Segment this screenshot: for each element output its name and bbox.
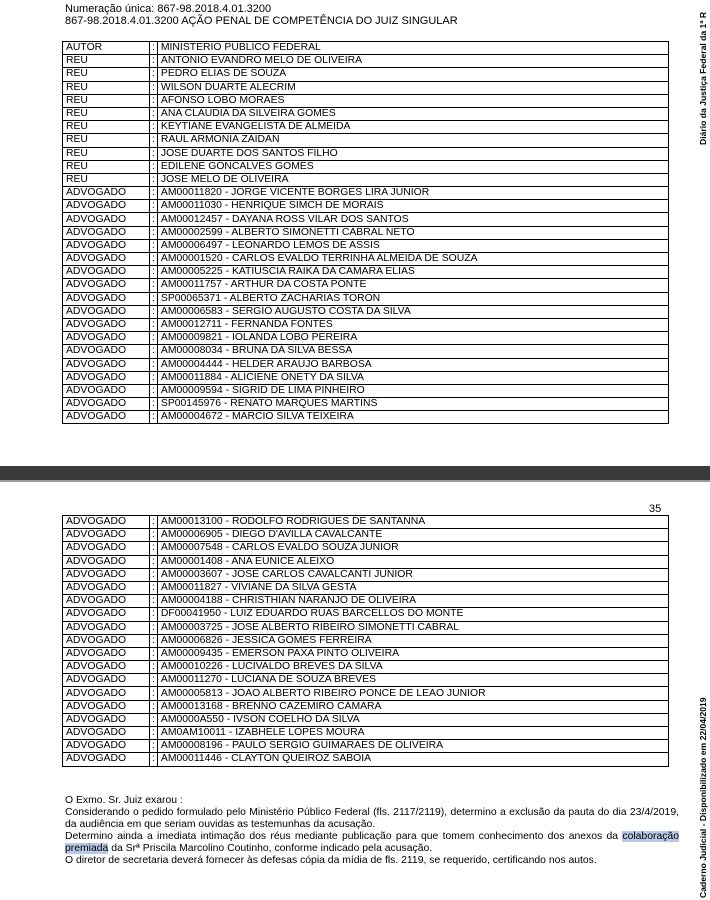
party-name: AM00008196 - PAULO SERGIO GUIMARAES DE OLIVEIRA: [157, 740, 668, 753]
separator-colon: :: [150, 384, 158, 397]
salutation: O Exmo. Sr. Juiz exarou :: [65, 795, 183, 806]
separator-colon: :: [150, 411, 158, 424]
table-row: [63, 81, 669, 94]
separator-colon: :: [150, 266, 158, 279]
party-name: AFONSO LOBO MORAES: [157, 94, 668, 107]
table-row: [63, 529, 669, 542]
party-role: ADVOGADO: [63, 266, 150, 279]
party-name: AM00006826 - JESSICA GOMES FERREIRA: [157, 634, 668, 647]
party-role: ADVOGADO: [63, 279, 150, 292]
table-row: [63, 398, 669, 411]
party-role: ADVOGADO: [63, 542, 150, 555]
table-row: [63, 226, 669, 239]
table-row: [63, 621, 669, 634]
separator-colon: :: [150, 200, 158, 213]
table-row: [63, 253, 669, 266]
party-name: AM00011446 - CLAYTON QUEIROZ SABOIA: [157, 753, 668, 766]
party-role: ADVOGADO: [63, 608, 150, 621]
table-row: [63, 384, 669, 397]
party-name: AM00003725 - JOSE ALBERTO RIBEIRO SIMONETTI CABRAL: [157, 621, 668, 634]
decision-text: [65, 795, 679, 867]
party-name: AM00004188 - CHRISTHIAN NARANJO DE OLIVEIRA: [157, 595, 668, 608]
page-separator: [0, 466, 710, 480]
table-row: [63, 647, 669, 660]
party-role: ADVOGADO: [63, 358, 150, 371]
table-row: [63, 371, 669, 384]
case-number: Numeração única: 867-98.2018.4.01.3200: [65, 3, 272, 15]
party-name: AM00009821 - IOLANDA LOBO PEREIRA: [157, 332, 668, 345]
separator-colon: :: [150, 727, 158, 740]
table-row: [63, 147, 669, 160]
party-name: AM00005813 - JOAO ALBERTO RIBEIRO PONCE DE LEAO JUNIOR: [157, 687, 668, 700]
parties-table-1: [62, 41, 669, 424]
highlighted-text[interactable]: colaboração premiada: [65, 831, 679, 854]
paragraph-3: O diretor de secretaria deverá fornecer às defesas cópia da mídia de fls. 2119, se requerido, certificando nos autos.: [65, 855, 597, 866]
case-title: 867-98.2018.4.01.3200 AÇÃO PENAL DE COMPETÊNCIA DO JUIZ SINGULAR: [65, 15, 458, 27]
separator-colon: :: [150, 621, 158, 634]
table-row: [63, 411, 669, 424]
party-name: MINISTERIO PUBLICO FEDERAL: [157, 42, 668, 55]
party-role: ADVOGADO: [63, 345, 150, 358]
party-name: SP00065371 - ALBERTO ZACHARIAS TORON: [157, 292, 668, 305]
party-role: ADVOGADO: [63, 516, 150, 529]
paragraph-2: [65, 831, 679, 855]
separator-colon: :: [150, 687, 158, 700]
table-row: [63, 568, 669, 581]
party-name: AM00001520 - CARLOS EVALDO TERRINHA ALMEIDA DE SOUZA: [157, 253, 668, 266]
separator-colon: :: [150, 292, 158, 305]
table-row: [63, 345, 669, 358]
table-row: [63, 555, 669, 568]
party-role: ADVOGADO: [63, 700, 150, 713]
party-name: AM00012457 - DAYANA ROSS VILAR DOS SANTOS: [157, 213, 668, 226]
party-name: SP00145976 - RENATO MARQUES MARTINS: [157, 398, 668, 411]
side-publication-info: Caderno Judicial - Disponibilizado em 22/04/2019: [698, 697, 708, 898]
party-role: ADVOGADO: [63, 318, 150, 331]
separator-colon: :: [150, 661, 158, 674]
table-row: [63, 279, 669, 292]
party-role: REU: [63, 94, 150, 107]
table-row: [63, 173, 669, 186]
table-row: [63, 318, 669, 331]
party-role: ADVOGADO: [63, 674, 150, 687]
party-role: ADVOGADO: [63, 200, 150, 213]
party-role: ADVOGADO: [63, 332, 150, 345]
party-name: KEYTIANE EVANGELISTA DE ALMEIDA: [157, 121, 668, 134]
separator-colon: :: [150, 134, 158, 147]
party-role: ADVOGADO: [63, 253, 150, 266]
party-role: ADVOGADO: [63, 371, 150, 384]
party-role: REU: [63, 81, 150, 94]
party-name: AM00009594 - SIGRID DE LIMA PINHEIRO: [157, 384, 668, 397]
party-name: AM00007548 - CARLOS EVALDO SOUZA JUNIOR: [157, 542, 668, 555]
party-name: AM00002599 - ALBERTO SIMONETTI CABRAL NETO: [157, 226, 668, 239]
table-row: [63, 358, 669, 371]
separator-colon: :: [150, 305, 158, 318]
separator-colon: :: [150, 516, 158, 529]
separator-colon: :: [150, 700, 158, 713]
party-name: AM00008034 - BRUNA DA SILVA BESSA: [157, 345, 668, 358]
table-row: [63, 542, 669, 555]
table-row: [63, 713, 669, 726]
separator-colon: :: [150, 332, 158, 345]
separator-colon: :: [150, 121, 158, 134]
separator-colon: :: [150, 213, 158, 226]
table-row: [63, 608, 669, 621]
party-role: ADVOGADO: [63, 292, 150, 305]
party-name: AM00013168 - BRENNO CAZEMIRO CAMARA: [157, 700, 668, 713]
party-role: ADVOGADO: [63, 555, 150, 568]
party-name: JOSE DUARTE DOS SANTOS FILHO: [157, 147, 668, 160]
separator-colon: :: [150, 568, 158, 581]
table-row: [63, 753, 669, 766]
separator-colon: :: [150, 555, 158, 568]
paragraph-1: Considerando o pedido formulado pelo Ministério Público Federal (fls. 2117/2119), determino a exclusão da pauta do dia 23/4/2019, da audiência em que seriam ouvidas as testemunhas da acusação.: [65, 807, 679, 830]
table-row: [63, 266, 669, 279]
party-name: AM00009435 - EMERSON PAXA PINTO OLIVEIRA: [157, 647, 668, 660]
party-role: ADVOGADO: [63, 661, 150, 674]
party-name: AM00006905 - DIEGO D'AVILLA CAVALCANTE: [157, 529, 668, 542]
separator-colon: :: [150, 608, 158, 621]
table-row: [63, 187, 669, 200]
separator-colon: :: [150, 107, 158, 120]
separator-colon: :: [150, 345, 158, 358]
table-row: [63, 68, 669, 81]
document-header: [65, 3, 458, 27]
table-row: [63, 634, 669, 647]
party-role: ADVOGADO: [63, 384, 150, 397]
party-name: AM00001408 - ANA EUNICE ALEIXO: [157, 555, 668, 568]
party-name: AM00004672 - MARCIO SILVA TEIXEIRA: [157, 411, 668, 424]
separator-colon: :: [150, 239, 158, 252]
party-name: AM00011270 - LUCIANA DE SOUZA BREVES: [157, 674, 668, 687]
party-role: ADVOGADO: [63, 529, 150, 542]
party-role: REU: [63, 160, 150, 173]
party-role: ADVOGADO: [63, 568, 150, 581]
separator-colon: :: [150, 371, 158, 384]
separator-colon: :: [150, 55, 158, 68]
paragraph-2-start: Determino ainda a imediata intimação dos réus mediante publicação para que tomem conhecimento dos anexos da: [65, 831, 623, 842]
parties-table-2: [62, 515, 669, 767]
party-name: AM00006583 - SERGIO AUGUSTO COSTA DA SILVA: [157, 305, 668, 318]
table-row: [63, 107, 669, 120]
party-role: ADVOGADO: [63, 753, 150, 766]
party-role: ADVOGADO: [63, 581, 150, 594]
table-row: [63, 160, 669, 173]
separator-colon: :: [150, 81, 158, 94]
separator-colon: :: [150, 713, 158, 726]
party-name: AM00004444 - HELDER ARAUJO BARBOSA: [157, 358, 668, 371]
separator-colon: :: [150, 647, 158, 660]
table-row: [63, 239, 669, 252]
separator-colon: :: [150, 398, 158, 411]
party-role: ADVOGADO: [63, 213, 150, 226]
party-role: AUTOR: [63, 42, 150, 55]
party-role: REU: [63, 134, 150, 147]
page-number: 35: [649, 503, 662, 515]
party-name: AM00012711 - FERNANDA FONTES: [157, 318, 668, 331]
table-row: [63, 200, 669, 213]
party-role: REU: [63, 173, 150, 186]
separator-colon: :: [150, 187, 158, 200]
party-name: AM00011884 - ALICIENE ONETY DA SILVA: [157, 371, 668, 384]
party-role: ADVOGADO: [63, 187, 150, 200]
party-role: REU: [63, 147, 150, 160]
party-name: AM0AM10011 - IZABHELE LOPES MOURA: [157, 727, 668, 740]
party-name: AM00003607 - JOSE CARLOS CAVALCANTI JUNIOR: [157, 568, 668, 581]
party-name: EDILENE GONCALVES GOMES: [157, 160, 668, 173]
party-name: DF00041950 - LUIZ EDUARDO RUAS BARCELLOS DO MONTE: [157, 608, 668, 621]
party-name: AM00011757 - ARTHUR DA COSTA PONTE: [157, 279, 668, 292]
separator-colon: :: [150, 68, 158, 81]
party-name: ANA CLAUDIA DA SILVEIRA GOMES: [157, 107, 668, 120]
table-row: [63, 740, 669, 753]
party-role: ADVOGADO: [63, 740, 150, 753]
separator-colon: :: [150, 753, 158, 766]
party-name: AM00005225 - KATIUSCIA RAIKA DA CAMARA ELIAS: [157, 266, 668, 279]
party-role: ADVOGADO: [63, 713, 150, 726]
table-row: [63, 134, 669, 147]
party-role: ADVOGADO: [63, 226, 150, 239]
separator-colon: :: [150, 581, 158, 594]
table-row: [63, 42, 669, 55]
table-row: [63, 55, 669, 68]
side-journal-title: Diário da Justiça Federal da 1ª R: [698, 11, 708, 145]
separator-colon: :: [150, 358, 158, 371]
table-row: [63, 305, 669, 318]
table-row: [63, 674, 669, 687]
party-name: AM00011827 - VIVIANE DA SILVA GESTA: [157, 581, 668, 594]
page-separator-shadow: [0, 480, 710, 482]
table-row: [63, 661, 669, 674]
party-name: PEDRO ELIAS DE SOUZA: [157, 68, 668, 81]
separator-colon: :: [150, 674, 158, 687]
party-name: ANTONIO EVANDRO MELO DE OLIVEIRA: [157, 55, 668, 68]
party-role: REU: [63, 68, 150, 81]
party-role: ADVOGADO: [63, 647, 150, 660]
party-name: RAUL ARMONIA ZAIDAN: [157, 134, 668, 147]
party-name: AM00010226 - LUCIVALDO BREVES DA SILVA: [157, 661, 668, 674]
table-row: [63, 332, 669, 345]
party-name: AM0000A550 - IVSON COELHO DA SILVA: [157, 713, 668, 726]
separator-colon: :: [150, 542, 158, 555]
party-name: AM00006497 - LEONARDO LEMOS DE ASSIS: [157, 239, 668, 252]
party-role: ADVOGADO: [63, 634, 150, 647]
separator-colon: :: [150, 253, 158, 266]
table-row: [63, 292, 669, 305]
separator-colon: :: [150, 160, 158, 173]
party-role: ADVOGADO: [63, 687, 150, 700]
separator-colon: :: [150, 94, 158, 107]
table-row: [63, 213, 669, 226]
table-row: [63, 595, 669, 608]
party-name: AM00011820 - JORGE VICENTE BORGES LIRA JUNIOR: [157, 187, 668, 200]
party-role: ADVOGADO: [63, 398, 150, 411]
party-role: REU: [63, 55, 150, 68]
separator-colon: :: [150, 226, 158, 239]
party-name: WILSON DUARTE ALECRIM: [157, 81, 668, 94]
party-name: JOSE MELO DE OLIVEIRA: [157, 173, 668, 186]
table-row: [63, 581, 669, 594]
party-role: ADVOGADO: [63, 621, 150, 634]
party-role: ADVOGADO: [63, 411, 150, 424]
party-role: ADVOGADO: [63, 239, 150, 252]
party-role: REU: [63, 107, 150, 120]
party-name: AM00011030 - HENRIQUE SIMCH DE MORAIS: [157, 200, 668, 213]
party-role: ADVOGADO: [63, 727, 150, 740]
paragraph-2-end: da Srª Priscila Marcolino Coutinho, conforme indicado pela acusação.: [108, 843, 433, 854]
party-role: ADVOGADO: [63, 595, 150, 608]
table-row: [63, 121, 669, 134]
party-name: AM00013100 - RODOLFO RODRIGUES DE SANTANNA: [157, 516, 668, 529]
table-row: [63, 94, 669, 107]
separator-colon: :: [150, 634, 158, 647]
separator-colon: :: [150, 173, 158, 186]
separator-colon: :: [150, 42, 158, 55]
separator-colon: :: [150, 740, 158, 753]
party-role: REU: [63, 121, 150, 134]
separator-colon: :: [150, 529, 158, 542]
separator-colon: :: [150, 595, 158, 608]
table-row: [63, 516, 669, 529]
table-row: [63, 727, 669, 740]
table-row: [63, 687, 669, 700]
party-role: ADVOGADO: [63, 305, 150, 318]
separator-colon: :: [150, 279, 158, 292]
separator-colon: :: [150, 147, 158, 160]
separator-colon: :: [150, 318, 158, 331]
table-row: [63, 700, 669, 713]
